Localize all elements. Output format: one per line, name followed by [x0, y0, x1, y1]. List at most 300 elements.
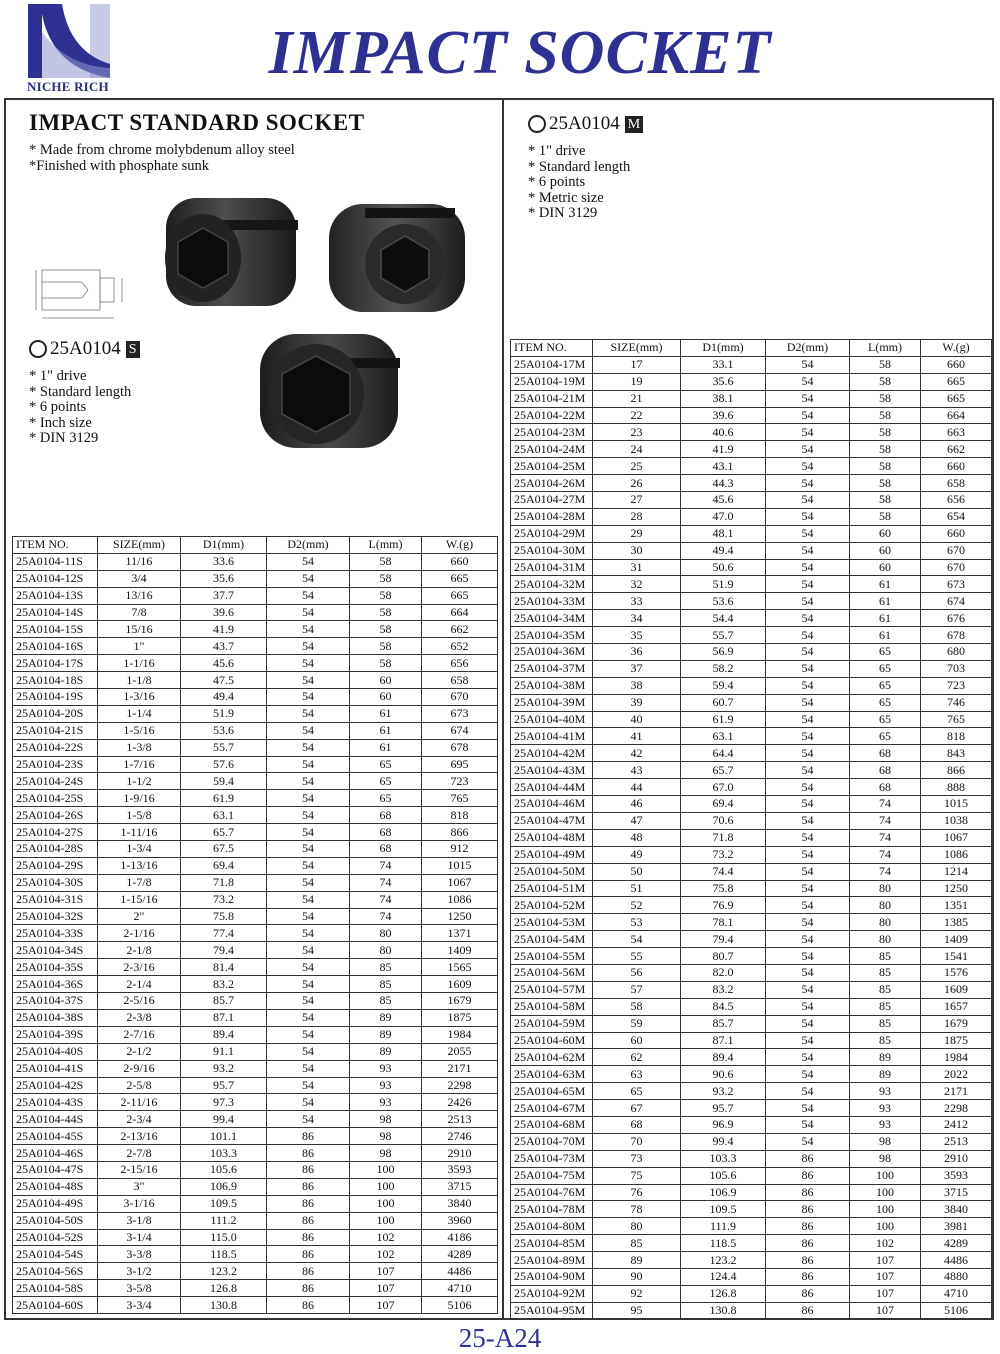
table-cell: 80 [850, 931, 921, 948]
table-cell: 25A0104-31S [13, 891, 98, 908]
table-row [511, 728, 992, 745]
table-row [511, 1049, 992, 1066]
table-cell: 25A0104-85M [511, 1235, 593, 1252]
table-cell: 86 [766, 1302, 850, 1319]
table-cell: 54 [267, 891, 350, 908]
table-cell: 1351 [921, 897, 992, 914]
table-cell: 665 [422, 587, 498, 604]
table-row [13, 1212, 498, 1229]
table-row [13, 807, 498, 824]
table-cell: 3840 [921, 1201, 992, 1218]
table-cell: 1-1/8 [98, 672, 181, 689]
table-cell: 58 [850, 390, 921, 407]
table-cell: 58 [350, 587, 422, 604]
table-cell: 2-7/16 [98, 1026, 181, 1043]
table-row [511, 779, 992, 796]
table-cell: 674 [422, 722, 498, 739]
table-cell: 109.5 [681, 1201, 766, 1218]
table-cell: 107 [350, 1280, 422, 1297]
table-cell: 59 [593, 1015, 681, 1032]
table-cell: 111.2 [181, 1212, 267, 1229]
table-cell: 664 [921, 407, 992, 424]
table-cell: 65 [850, 660, 921, 677]
table-cell: 1875 [422, 1009, 498, 1026]
table-cell: 2" [98, 908, 181, 925]
table-cell: 54 [766, 812, 850, 829]
table-cell: 25A0104-65M [511, 1083, 593, 1100]
table-cell: 25A0104-49M [511, 846, 593, 863]
table-header-row [13, 537, 498, 554]
table-cell: 2171 [921, 1083, 992, 1100]
table-cell: 54 [766, 964, 850, 981]
table-cell: 41 [593, 728, 681, 745]
table-cell: 103.3 [681, 1150, 766, 1167]
table-cell: 41.9 [181, 621, 267, 638]
table-row [511, 1150, 992, 1167]
table-cell: 81.4 [181, 959, 267, 976]
table-cell: 25A0104-76M [511, 1184, 593, 1201]
table-cell: 1576 [921, 964, 992, 981]
table-cell: 87.1 [681, 1032, 766, 1049]
table-cell: 98 [350, 1128, 422, 1145]
table-cell: 93 [850, 1083, 921, 1100]
spec-item: * DIN 3129 [528, 205, 598, 221]
table-cell: 1984 [921, 1049, 992, 1066]
table-cell: 19 [593, 373, 681, 390]
table-cell: 40 [593, 711, 681, 728]
table-cell: 45.6 [181, 655, 267, 672]
table-cell: 39 [593, 694, 681, 711]
table-cell: 48.1 [681, 525, 766, 542]
table-cell: 89 [350, 1043, 422, 1060]
table-cell: 1038 [921, 812, 992, 829]
table-cell: 25A0104-12S [13, 570, 98, 587]
product-code-text: 25A0104 [50, 338, 121, 359]
table-cell: 54 [766, 424, 850, 441]
table-cell: 54 [267, 705, 350, 722]
table-cell: 93 [350, 1060, 422, 1077]
table-cell: 102 [850, 1235, 921, 1252]
table-cell: 130.8 [681, 1302, 766, 1319]
table-cell: 54 [766, 492, 850, 509]
table-cell: 58 [850, 492, 921, 509]
table-row [13, 1111, 498, 1128]
table-cell: 100 [350, 1195, 422, 1212]
table-cell: 1-1/4 [98, 705, 181, 722]
table-cell: 80 [593, 1218, 681, 1235]
table-header-row [511, 340, 992, 357]
table-cell: 4486 [422, 1263, 498, 1280]
table-cell: 107 [350, 1297, 422, 1314]
table-cell: 25A0104-49S [13, 1195, 98, 1212]
column-header: L(mm) [850, 340, 921, 357]
table-cell: 97.3 [181, 1094, 267, 1111]
table-cell: 25A0104-28M [511, 508, 593, 525]
table-cell: 54 [766, 829, 850, 846]
table-row [13, 925, 498, 942]
table-cell: 3981 [921, 1218, 992, 1235]
table-cell: 65 [850, 694, 921, 711]
table-cell: 54 [267, 908, 350, 925]
table-cell: 25A0104-28S [13, 841, 98, 858]
table-row [511, 356, 992, 373]
table-cell: 54 [267, 689, 350, 706]
table-cell: 100 [350, 1212, 422, 1229]
table-cell: 1609 [422, 976, 498, 993]
table-cell: 25A0104-27S [13, 824, 98, 841]
table-cell: 25A0104-58M [511, 998, 593, 1015]
table-cell: 60 [350, 689, 422, 706]
table-cell: 25A0104-47M [511, 812, 593, 829]
table-cell: 25A0104-62M [511, 1049, 593, 1066]
table-row [511, 475, 992, 492]
table-cell: 1-7/8 [98, 874, 181, 891]
table-cell: 54 [766, 1032, 850, 1049]
table-cell: 105.6 [181, 1161, 267, 1178]
table-row [13, 857, 498, 874]
table-cell: 674 [921, 593, 992, 610]
table-cell: 662 [921, 441, 992, 458]
feature-list [29, 143, 295, 174]
table-cell: 47.5 [181, 672, 267, 689]
table-cell: 73.2 [681, 846, 766, 863]
table-cell: 58 [350, 655, 422, 672]
table-cell: 89 [593, 1252, 681, 1269]
table-cell: 58 [850, 356, 921, 373]
table-cell: 25A0104-54M [511, 931, 593, 948]
table-row [511, 981, 992, 998]
table-row [13, 1060, 498, 1077]
table-cell: 98 [850, 1133, 921, 1150]
column-header: ITEM NO. [13, 537, 98, 554]
table-cell: 3" [98, 1178, 181, 1195]
table-cell: 63 [593, 1066, 681, 1083]
table-row [511, 1201, 992, 1218]
table-cell: 31 [593, 559, 681, 576]
table-cell: 57.6 [181, 756, 267, 773]
table-cell: 1-5/16 [98, 722, 181, 739]
table-cell: 25A0104-80M [511, 1218, 593, 1235]
table-cell: 54 [766, 373, 850, 390]
table-cell: 2-1/16 [98, 925, 181, 942]
table-cell: 25A0104-23M [511, 424, 593, 441]
table-cell: 1409 [422, 942, 498, 959]
table-cell: 54 [267, 993, 350, 1010]
table-cell: 74 [850, 863, 921, 880]
table-cell: 107 [350, 1263, 422, 1280]
table-cell: 746 [921, 694, 992, 711]
table-cell: 54 [766, 610, 850, 627]
table-cell: 87.1 [181, 1009, 267, 1026]
table-cell: 49.4 [681, 542, 766, 559]
spec-list [29, 369, 131, 447]
table-row [13, 1077, 498, 1094]
table-cell: 660 [921, 356, 992, 373]
table-cell: 23 [593, 424, 681, 441]
table-row [511, 525, 992, 542]
table-cell: 51.9 [181, 705, 267, 722]
table-cell: 24 [593, 441, 681, 458]
table-cell: 7/8 [98, 604, 181, 621]
column-header: D2(mm) [267, 537, 350, 554]
table-cell: 43.1 [681, 458, 766, 475]
table-cell: 86 [766, 1285, 850, 1302]
column-header: D1(mm) [681, 340, 766, 357]
table-cell: 25A0104-48S [13, 1178, 98, 1195]
table-cell: 662 [422, 621, 498, 638]
table-cell: 73.2 [181, 891, 267, 908]
table-cell: 78.1 [681, 914, 766, 931]
table-cell: 25A0104-45S [13, 1128, 98, 1145]
table-cell: 54 [267, 942, 350, 959]
table-cell: 60 [850, 542, 921, 559]
table-cell: 54 [766, 475, 850, 492]
table-cell: 74 [850, 812, 921, 829]
table-row [511, 880, 992, 897]
table-cell: 65 [593, 1083, 681, 1100]
table-cell: 25A0104-11S [13, 553, 98, 570]
table-cell: 107 [850, 1252, 921, 1269]
size-badge: M [625, 116, 643, 133]
table-cell: 45.6 [681, 492, 766, 509]
table-cell: 82.0 [681, 964, 766, 981]
table-cell: 71.8 [181, 874, 267, 891]
table-cell: 723 [422, 773, 498, 790]
table-row [13, 1009, 498, 1026]
table-cell: 44 [593, 779, 681, 796]
column-header: W.(g) [422, 537, 498, 554]
table-cell: 58 [350, 570, 422, 587]
table-row [13, 1263, 498, 1280]
table-cell: 25A0104-22M [511, 407, 593, 424]
table-cell: 124.4 [681, 1268, 766, 1285]
table-cell: 54 [766, 593, 850, 610]
table-cell: 25A0104-32S [13, 908, 98, 925]
table-row [511, 745, 992, 762]
table-cell: 54 [766, 627, 850, 644]
table-cell: 55.7 [681, 627, 766, 644]
table-cell: 65.7 [681, 762, 766, 779]
table-cell: 54 [267, 722, 350, 739]
table-cell: 3593 [422, 1161, 498, 1178]
table-cell: 47.0 [681, 508, 766, 525]
table-row [13, 773, 498, 790]
table-cell: 54 [267, 739, 350, 756]
table-cell: 93 [850, 1100, 921, 1117]
table-cell: 843 [921, 745, 992, 762]
table-row [511, 407, 992, 424]
table-row [511, 677, 992, 694]
table-cell: 25A0104-33S [13, 925, 98, 942]
table-cell: 54 [267, 655, 350, 672]
table-cell: 13/16 [98, 587, 181, 604]
table-cell: 39.6 [681, 407, 766, 424]
table-cell: 92 [593, 1285, 681, 1302]
product-code [528, 113, 643, 135]
table-row [511, 897, 992, 914]
table-cell: 86 [766, 1201, 850, 1218]
table-cell: 25A0104-13S [13, 587, 98, 604]
table-cell: 25A0104-23S [13, 756, 98, 773]
table-cell: 58 [350, 621, 422, 638]
table-cell: 54 [267, 857, 350, 874]
table-cell: 818 [921, 728, 992, 745]
table-cell: 107 [850, 1302, 921, 1319]
table-cell: 25A0104-50S [13, 1212, 98, 1229]
table-cell: 89 [350, 1026, 422, 1043]
table-cell: 25A0104-56M [511, 964, 593, 981]
table-cell: 55 [593, 948, 681, 965]
table-cell: 52 [593, 897, 681, 914]
table-cell: 54 [766, 779, 850, 796]
table-cell: 2298 [422, 1077, 498, 1094]
table-cell: 2171 [422, 1060, 498, 1077]
column-header: W.(g) [921, 340, 992, 357]
table-cell: 660 [921, 458, 992, 475]
table-cell: 3-3/4 [98, 1297, 181, 1314]
table-cell: 25A0104-17M [511, 356, 593, 373]
table-cell: 25A0104-68M [511, 1116, 593, 1133]
table-cell: 118.5 [681, 1235, 766, 1252]
table-row [511, 1218, 992, 1235]
table-cell: 4289 [422, 1246, 498, 1263]
table-cell: 54 [766, 711, 850, 728]
table-cell: 61.9 [681, 711, 766, 728]
table-cell: 1-7/16 [98, 756, 181, 773]
table-cell: 54 [766, 508, 850, 525]
table-cell: 70.6 [681, 812, 766, 829]
table-cell: 54 [267, 790, 350, 807]
table-cell: 61 [850, 593, 921, 610]
table-cell: 54 [766, 390, 850, 407]
table-cell: 676 [921, 610, 992, 627]
table-row [511, 660, 992, 677]
table-row [511, 711, 992, 728]
table-cell: 33.6 [181, 553, 267, 570]
table-cell: 74 [350, 857, 422, 874]
table-cell: 54 [267, 638, 350, 655]
table-cell: 25A0104-44S [13, 1111, 98, 1128]
table-cell: 38 [593, 677, 681, 694]
table-cell: 54 [267, 874, 350, 891]
table-cell: 27 [593, 492, 681, 509]
table-cell: 25A0104-43S [13, 1094, 98, 1111]
table-cell: 29 [593, 525, 681, 542]
table-cell: 93 [350, 1077, 422, 1094]
table-cell: 60 [350, 672, 422, 689]
column-divider [502, 98, 504, 1320]
table-cell: 5106 [921, 1302, 992, 1319]
table-cell: 665 [422, 570, 498, 587]
table-cell: 25A0104-41S [13, 1060, 98, 1077]
table-cell: 75.8 [681, 880, 766, 897]
table-cell: 86 [267, 1297, 350, 1314]
table-cell: 90.6 [681, 1066, 766, 1083]
table-cell: 658 [422, 672, 498, 689]
table-cell: 58 [593, 998, 681, 1015]
table-cell: 25A0104-18S [13, 672, 98, 689]
table-cell: 25A0104-26S [13, 807, 98, 824]
table-cell: 25A0104-73M [511, 1150, 593, 1167]
table-cell: 100 [850, 1201, 921, 1218]
spec-item: * Standard length [528, 158, 631, 175]
table-row [13, 790, 498, 807]
table-cell: 54 [267, 1026, 350, 1043]
table-row [511, 559, 992, 576]
table-cell: 2-3/4 [98, 1111, 181, 1128]
table-cell: 123.2 [181, 1263, 267, 1280]
table-cell: 85 [850, 948, 921, 965]
table-cell: 2-5/8 [98, 1077, 181, 1094]
table-cell: 79.4 [681, 931, 766, 948]
table-row [511, 1285, 992, 1302]
table-cell: 1609 [921, 981, 992, 998]
column-header: D2(mm) [766, 340, 850, 357]
table-cell: 25A0104-40S [13, 1043, 98, 1060]
table-cell: 2-13/16 [98, 1128, 181, 1145]
table-cell: 3593 [921, 1167, 992, 1184]
table-cell: 25A0104-30S [13, 874, 98, 891]
table-cell: 2-3/16 [98, 959, 181, 976]
table-cell: 54 [267, 1009, 350, 1026]
table-cell: 54 [766, 998, 850, 1015]
column-header: ITEM NO. [511, 340, 593, 357]
table-cell: 3-1/4 [98, 1229, 181, 1246]
table-row [511, 1167, 992, 1184]
table-cell: 1-3/8 [98, 739, 181, 756]
table-cell: 2426 [422, 1094, 498, 1111]
table-cell: 67 [593, 1100, 681, 1117]
table-cell: 54 [593, 931, 681, 948]
table-cell: 86 [766, 1252, 850, 1269]
table-cell: 1875 [921, 1032, 992, 1049]
table-cell: 58 [350, 604, 422, 621]
table-cell: 54 [766, 441, 850, 458]
table-cell: 43 [593, 762, 681, 779]
table-cell: 680 [921, 644, 992, 661]
table-cell: 3/4 [98, 570, 181, 587]
table-cell: 4710 [921, 1285, 992, 1302]
table-row [13, 739, 498, 756]
table-cell: 74 [350, 891, 422, 908]
table-cell: 73 [593, 1150, 681, 1167]
table-row [13, 976, 498, 993]
table-cell: 2055 [422, 1043, 498, 1060]
table-cell: 49.4 [181, 689, 267, 706]
table-row [13, 1145, 498, 1162]
spec-list [528, 144, 630, 222]
table-cell: 37.7 [181, 587, 267, 604]
table-cell: 25A0104-63M [511, 1066, 593, 1083]
table-cell: 54 [267, 807, 350, 824]
table-cell: 85.7 [181, 993, 267, 1010]
table-row [13, 722, 498, 739]
table-cell: 2412 [921, 1116, 992, 1133]
table-row [13, 824, 498, 841]
table-cell: 58 [850, 441, 921, 458]
table-cell: 2513 [921, 1133, 992, 1150]
table-cell: 54 [267, 925, 350, 942]
table-cell: 25A0104-52S [13, 1229, 98, 1246]
table-cell: 53.6 [681, 593, 766, 610]
table-cell: 100 [350, 1178, 422, 1195]
table-cell: 107 [850, 1268, 921, 1285]
table-cell: 25A0104-57M [511, 981, 593, 998]
table-cell: 1-13/16 [98, 857, 181, 874]
table-cell: 54 [267, 1111, 350, 1128]
table-row [511, 948, 992, 965]
table-cell: 86 [766, 1235, 850, 1252]
